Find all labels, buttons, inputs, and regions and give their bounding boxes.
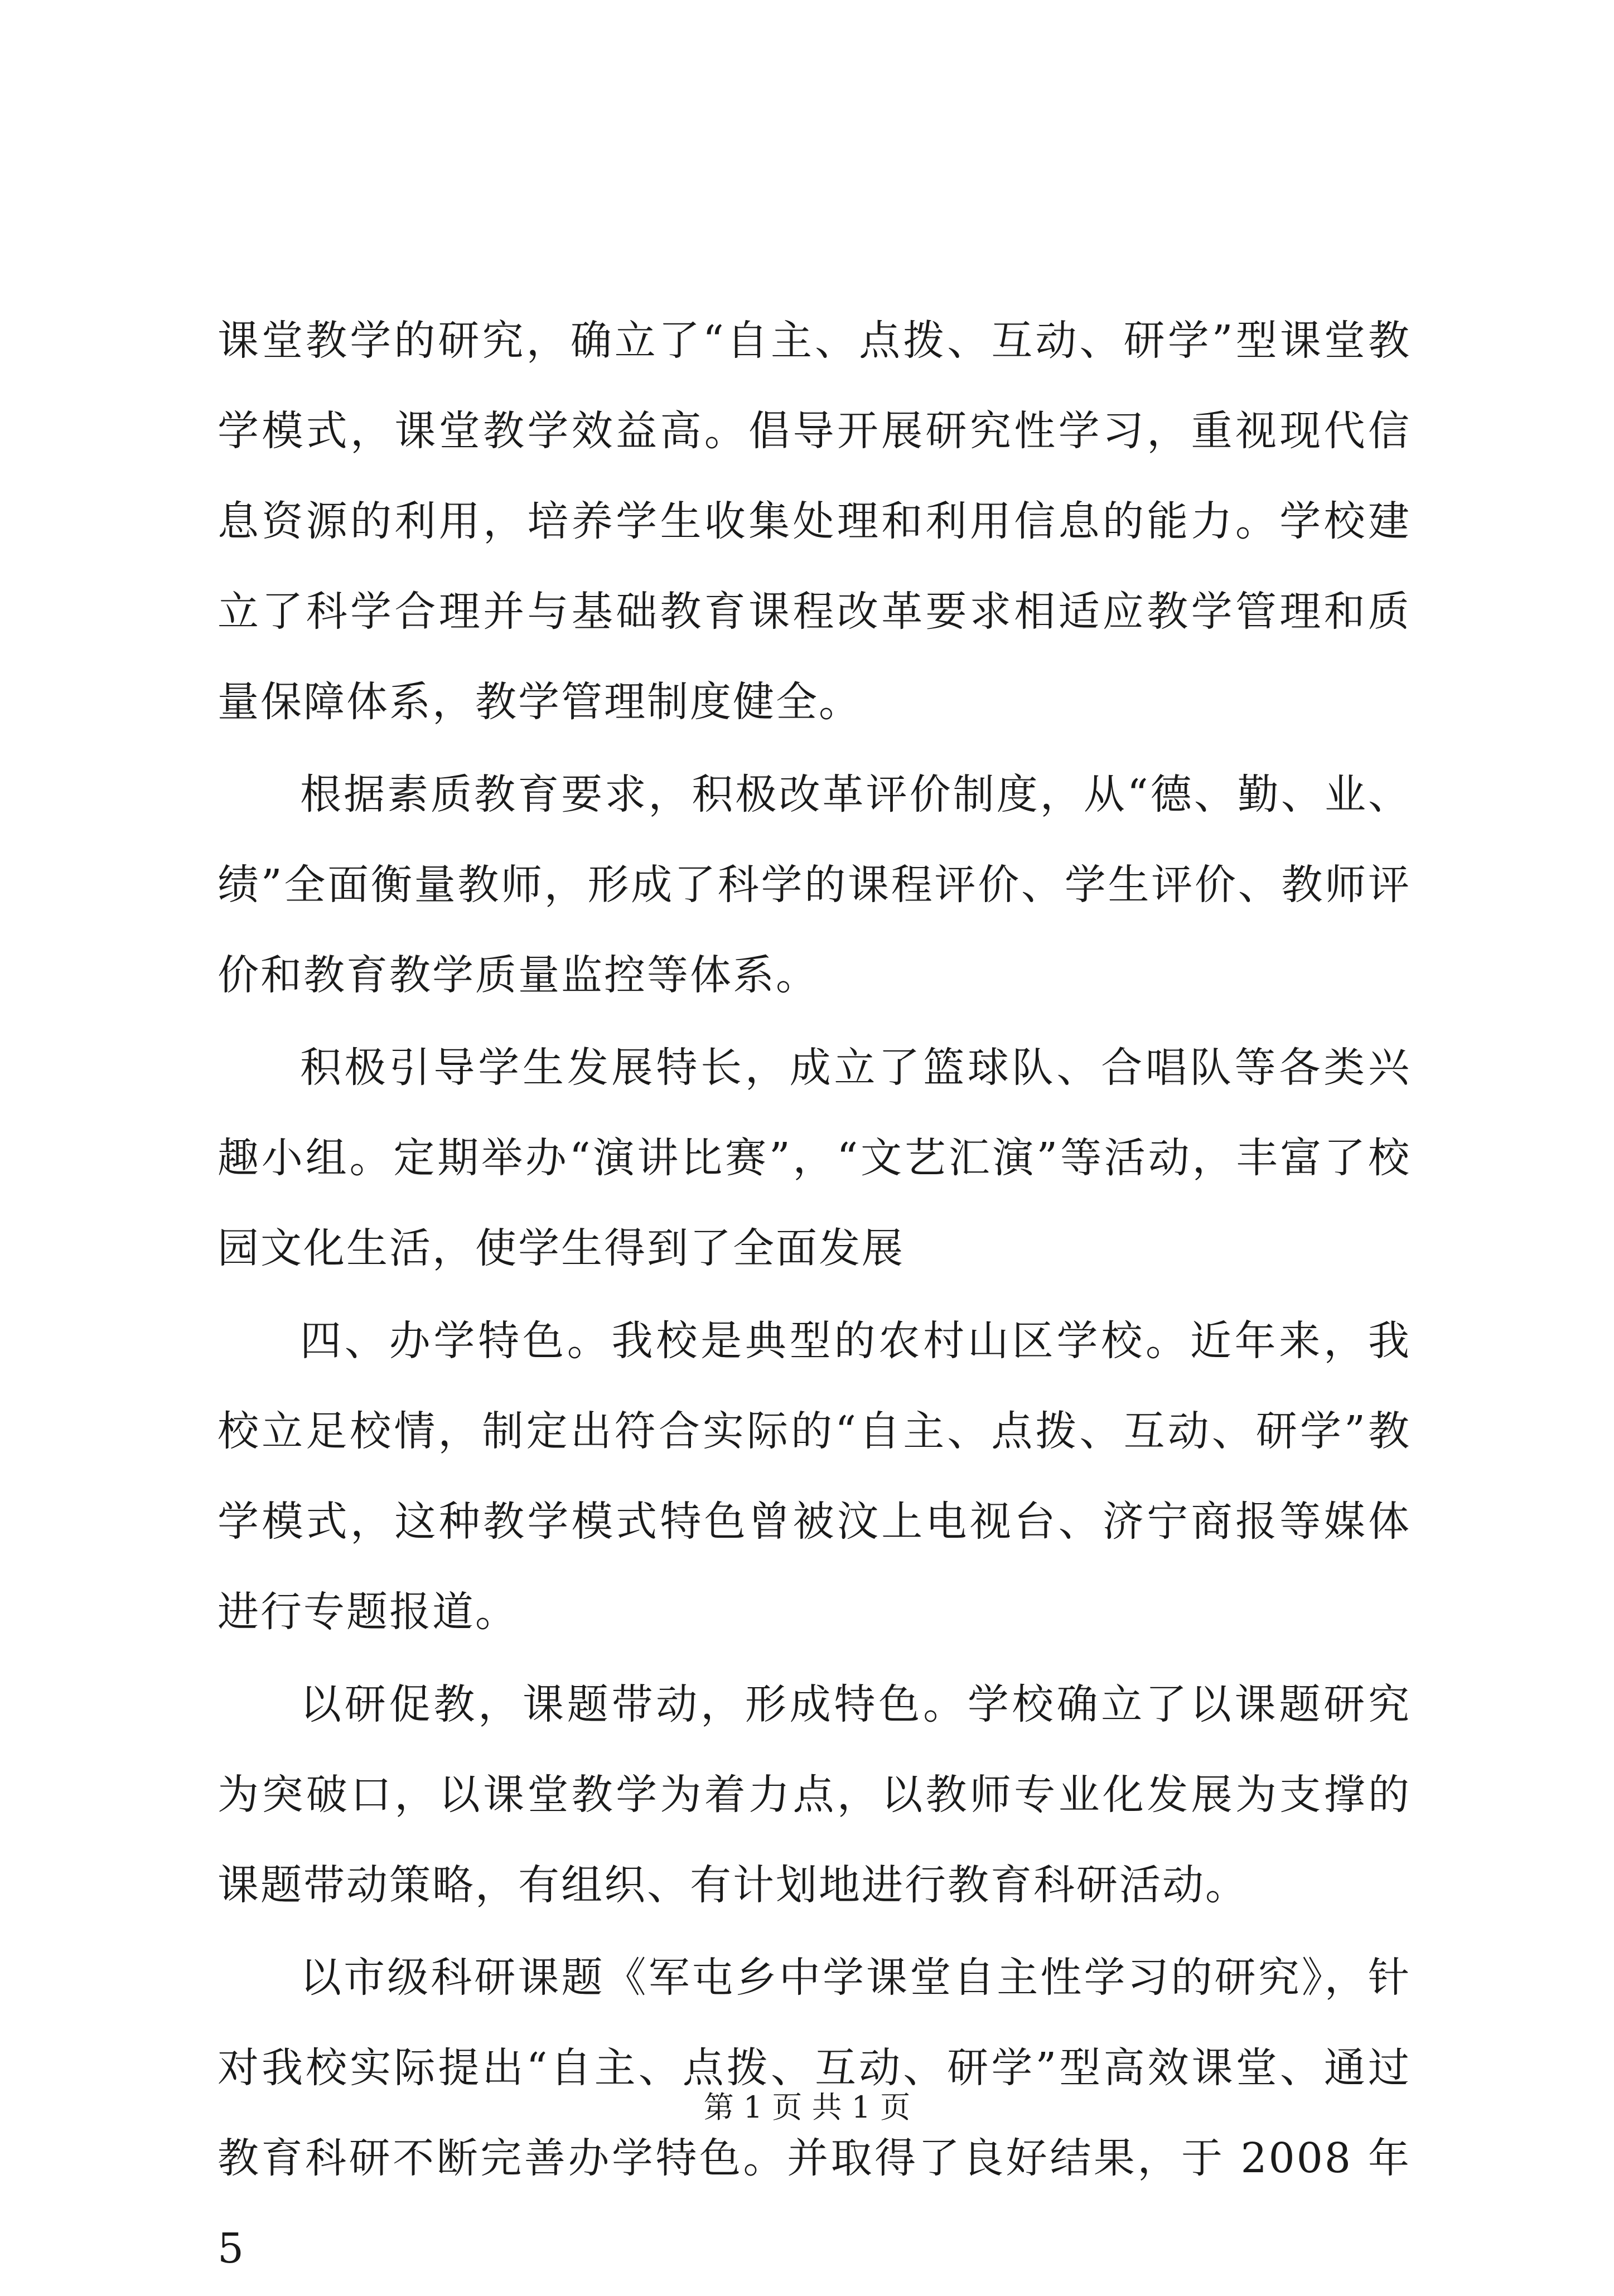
paragraph-3: 积极引导学生发展特长，成立了篮球队、合唱队等各类兴趣小组。定期举办“演讲比赛”，“文艺汇演”等活动，丰富了校园文化生活，使学生得到了全面发展 [218,1044,1411,1272]
paragraph-1: 课堂教学的研究，确立了“自主、点拨、互动、研学”型课堂教学模式，课堂教学效益高。倡导开展研究性学习，重视现代信息资源的利用，培养学生收集处理和利用信息的能力。学校建立了科学合理并与基础教育课程改革要求相适应教学管理和质量保障体系，教学管理制度健全。 [218,317,1411,726]
paragraph-2: 根据素质教育要求，积极改革评价制度，从“德、勤、业、绩”全面衡量教师，形成了科学的课程评价、学生评价、教师评价和教育教学质量监控等体系。 [218,771,1411,999]
paragraph-5: 以研促教，课题带动，形成特色。学校确立了以课题研究为突破口，以课堂教学为着力点，以教师专业化发展为支撑的课题带动策略，有组织、有计划地进行教育科研活动。 [218,1680,1411,1909]
paragraph-4: 四、办学特色。我校是典型的农村山区学校。近年来，我校立足校情，制定出符合实际的“自主、点拨、互动、研学”教学模式，这种教学模式特色曾被汶上电视台、济宁商报等媒体进行专题报道。 [218,1317,1411,1636]
page-footer: 第 1 页 共 1 页 [703,2090,911,2125]
document-body [218,296,1411,2296]
paragraph-6: 以市级科研课题《军屯乡中学课堂自主性学习的研究》，针对我校实际提出“自主、点拨、互动、研学”型高效课堂、通过教育科研不断完善办学特色。并取得了良好结果，于 2008 年 5 [218,1954,1411,2273]
